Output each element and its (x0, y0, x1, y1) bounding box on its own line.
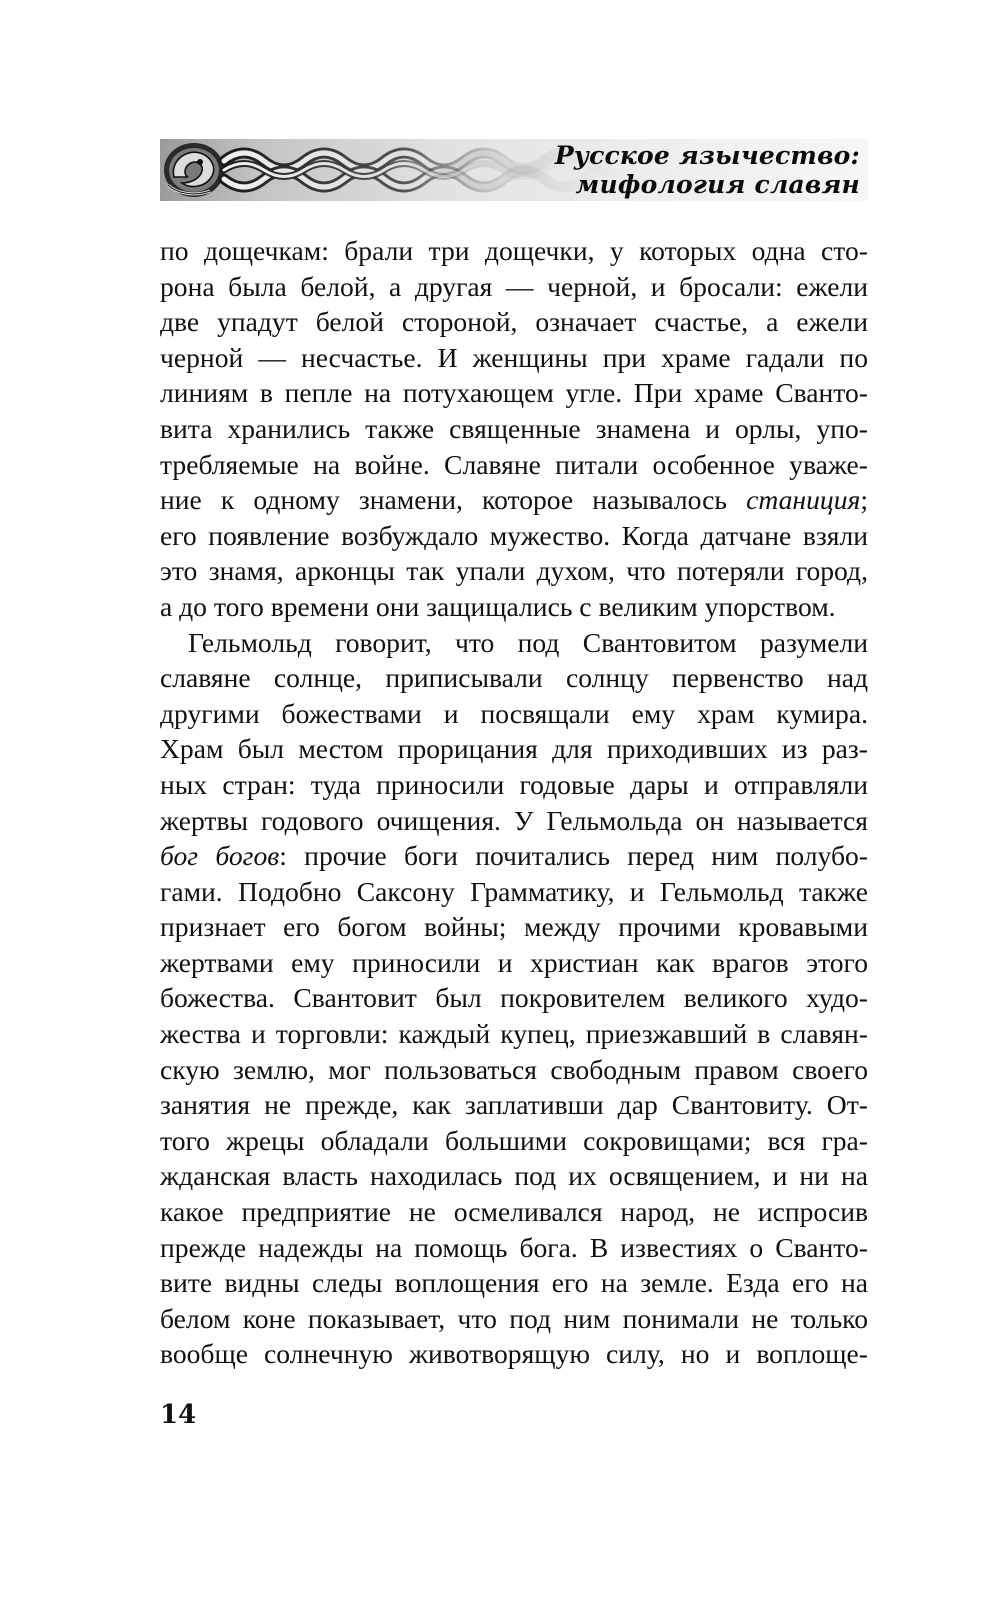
text-line: требляемые на войне. Славяне питали особенное уваже- (160, 448, 868, 480)
text-line: белом коне показывает, что под ним понимали не только (160, 1302, 868, 1334)
italic-term-bog-bogov: бог богов (160, 840, 280, 872)
text-line: жертвами ему приносили и христиан как врагов этого (160, 946, 868, 978)
header-title-line1: Русское язычество: (554, 141, 860, 170)
text-line: черной — несчастье. И женщины при храме гадали по (160, 341, 868, 373)
text-line: это знамя, арконцы так упали духом, что потеряли город, (160, 555, 868, 587)
text-line: вита хранились также священные знамена и орлы, упо- (160, 412, 868, 444)
text-line: жества и торговли: каждый купец, приезжавший в славян- (160, 1018, 868, 1050)
text-segment: ние к одному знамени, которое называлось (160, 484, 747, 516)
text-line: божества. Свантовит был покровителем великого худо- (160, 982, 868, 1014)
text-line: другими божествами и посвящали ему храм кумира. (160, 697, 868, 729)
text-line: рона была белой, а другая — черной, и бросали: ежели (160, 270, 868, 302)
text-line: какое предприятие не осмеливался народ, не испросив (160, 1196, 868, 1228)
text-line-with-italic (160, 838, 868, 874)
text-line: Храм был местом прорицания для приходивших из раз- (160, 733, 868, 765)
running-header-title (555, 141, 860, 199)
text-segment: ; (860, 484, 868, 516)
text-line: признает его богом войны; между прочими кровавыми (160, 911, 868, 943)
text-line: занятия не прежде, как заплативши дар Свантовиту. От- (160, 1089, 868, 1121)
text-line: скую землю, мог пользоваться свободным правом своего (160, 1053, 868, 1085)
text-line-with-italic (160, 482, 868, 518)
text-line: линиям в пепле на потухающем угле. При храме Сванто- (160, 377, 868, 409)
text-line: две упадут белой стороной, означает счастье, а ежели (160, 306, 868, 338)
running-header (160, 139, 868, 201)
text-line: прежде надежды на помощь бога. В известиях о Сванто- (160, 1231, 868, 1263)
text-line: его появление возбуждало мужество. Когда датчане взяли (160, 519, 868, 551)
header-title-line2: мифология славян (575, 170, 860, 199)
serpent-head-icon (164, 143, 224, 197)
text-line: по дощечкам: брали три дощечки, у которых одна сто- (160, 235, 868, 266)
text-line: жертвы годового очищения. У Гельмольда он называется (160, 804, 868, 836)
italic-term-stanitsia: станиция (746, 484, 861, 516)
page-number: 14 (160, 1400, 197, 1430)
text-segment: : прочие боги почитались перед ним полубо- (279, 840, 868, 872)
text-line: гами. Подобно Саксону Грамматику, и Гельмольд также (160, 875, 868, 907)
text-line: вите видны следы воплощения его на земле. Езда его на (160, 1267, 868, 1299)
paragraph-first-line: Гельмольд говорит, что под Свантовитом разумели (188, 626, 868, 658)
text-line: а до того времени они защищались с великим упорством. (160, 590, 836, 622)
text-line: вообще солнечную животворящую силу, но и воплоще- (160, 1338, 868, 1370)
text-line: ных стран: туда приносили годовые дары и отправляли (160, 768, 868, 800)
text-line: славяне солнце, приписывали солнцу первенство над (160, 662, 868, 694)
text-line: того жрецы обладали большими сокровищами; вся гра- (160, 1124, 868, 1156)
text-line: жданская власть находилась под их освящением, и ни на (160, 1160, 868, 1192)
body-text (160, 233, 868, 1372)
